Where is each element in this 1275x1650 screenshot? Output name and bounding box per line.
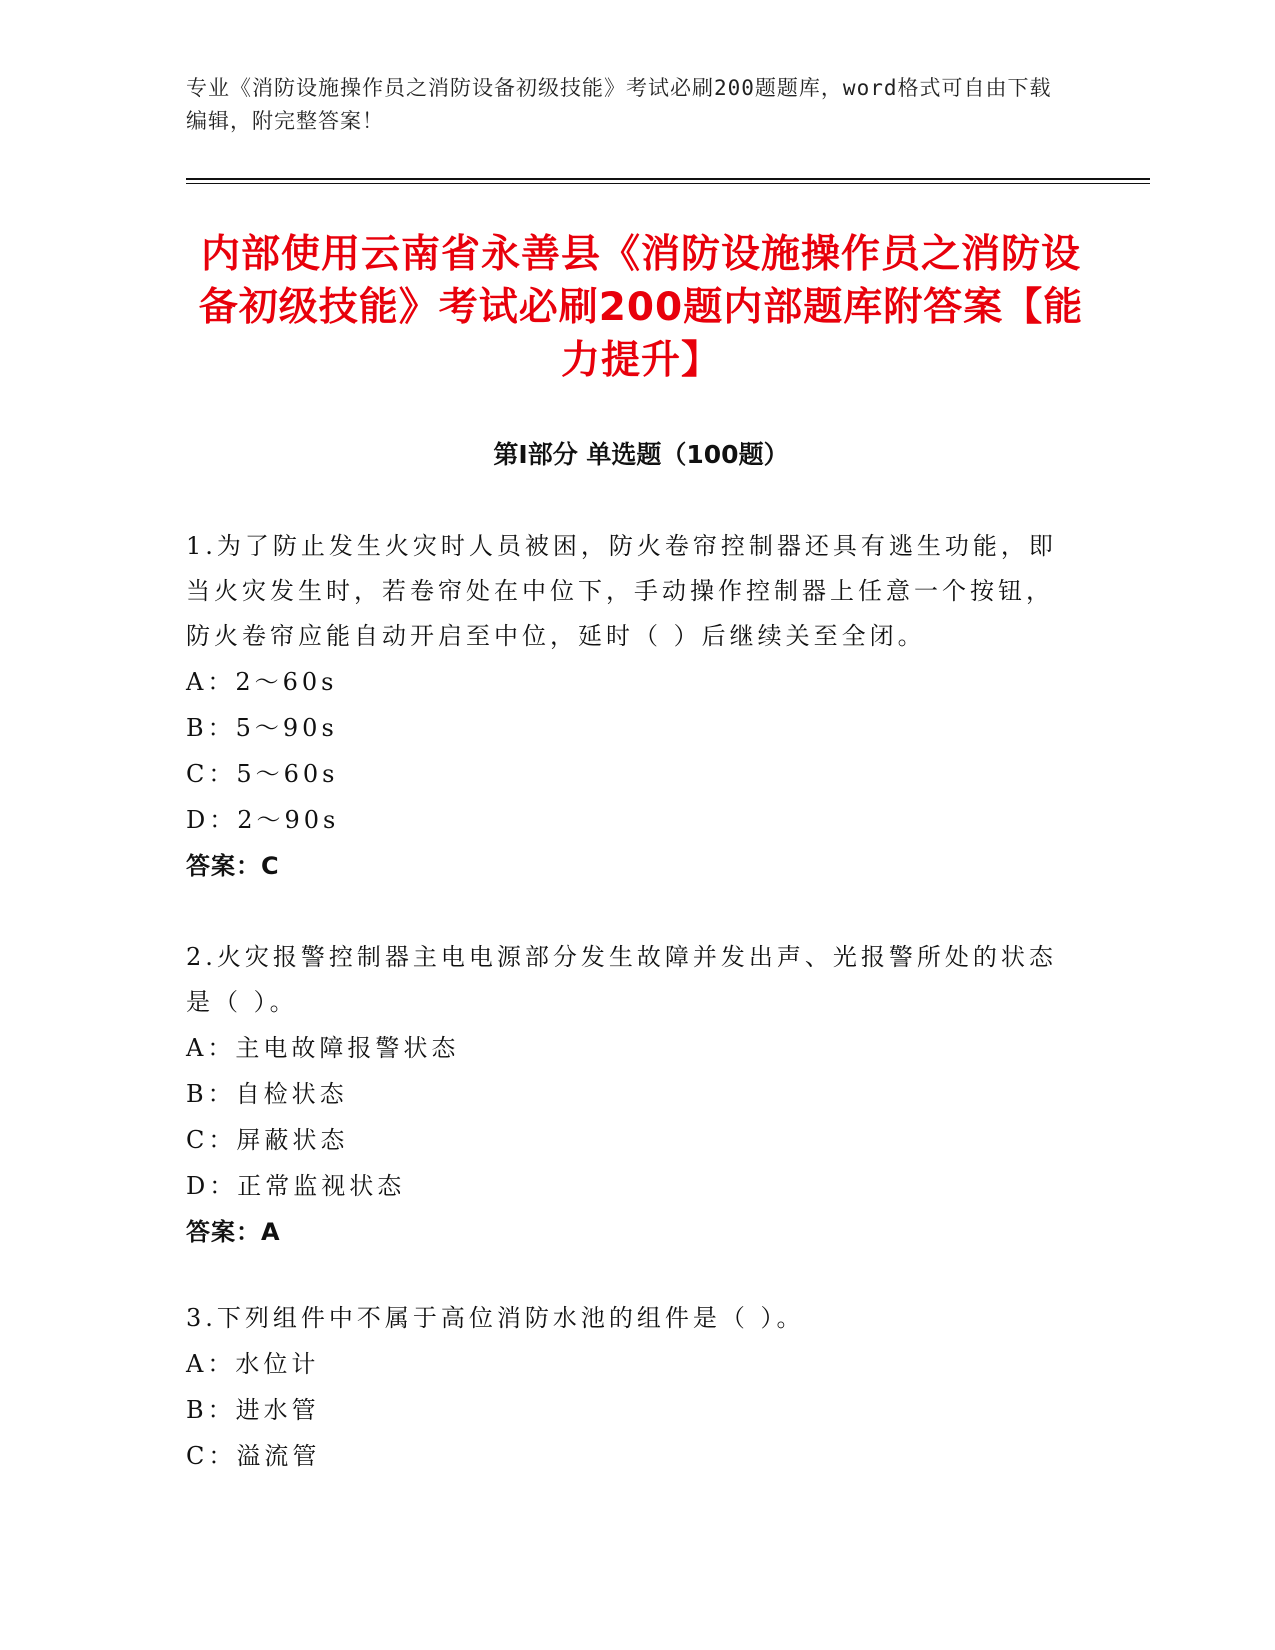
option-b: B：5～90s (186, 714, 338, 742)
question-2 (186, 935, 1066, 1255)
option-c: C：溢流管 (186, 1442, 321, 1470)
section-title: 第Ⅰ部分 单选题（100题） (493, 440, 789, 469)
question-text: 3.下列组件中不属于高位消防水池的组件是（ ）。 (186, 1304, 805, 1332)
question-1 (186, 524, 1066, 889)
option-b: B：进水管 (186, 1396, 320, 1424)
option-c: C：屏蔽状态 (186, 1126, 349, 1154)
option-b: B：自检状态 (186, 1080, 348, 1108)
answer: 答案：A (186, 1218, 281, 1246)
option-d: D：2～90s (186, 806, 340, 834)
question-text: 1.为了防止发生火灾时人员被困，防火卷帘控制器还具有逃生功能，即当火灾发生时，若卷帘处在中位下，手动操作控制器上任意一个按钮，防火卷帘应能自动开启至中位，延时（ ）后继续关至全闭。 (186, 532, 1057, 650)
option-a: A：2～60s (186, 668, 338, 696)
option-c: C：5～60s (186, 760, 339, 788)
header-divider-thin (186, 183, 1150, 184)
question-text: 2.火灾报警控制器主电电源部分发生故障并发出声、光报警所处的状态是（ ）。 (186, 943, 1057, 1016)
option-d: D：正常监视状态 (186, 1172, 406, 1200)
document-title: 内部使用云南省永善县《消防设施操作员之消防设备初级技能》考试必刷200题内部题库附答案【能力提升】 (198, 232, 1084, 383)
option-a: A：水位计 (186, 1350, 320, 1378)
question-3 (186, 1296, 1066, 1479)
header-divider-thick (186, 178, 1150, 180)
option-a: A：主电故障报警状态 (186, 1034, 460, 1062)
answer: 答案：C (186, 852, 280, 880)
header-note: 专业《消防设施操作员之消防设备初级技能》考试必刷200题题库，word格式可自由下载编辑，附完整答案！ (186, 76, 1052, 133)
